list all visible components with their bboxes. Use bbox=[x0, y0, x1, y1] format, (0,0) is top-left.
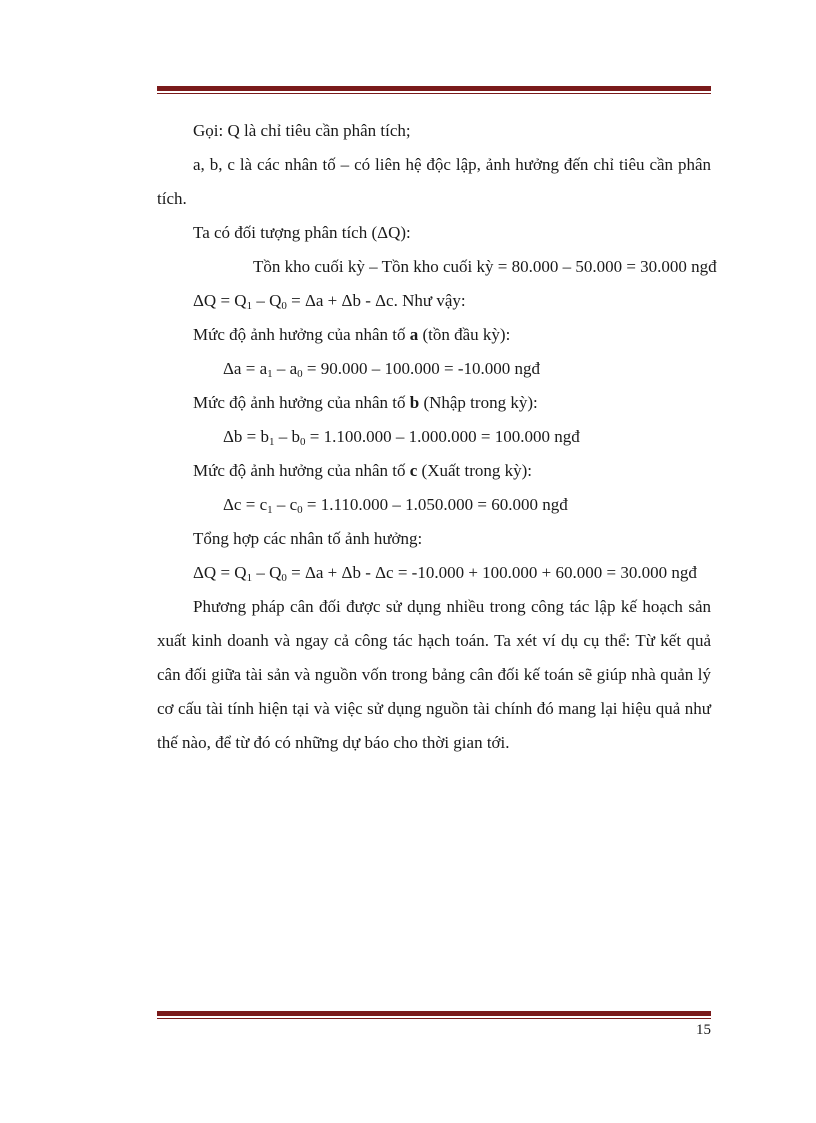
formula-summary: $\Delta Q = Q_1 - Q_0 = \Delta a + \Delta b - \Delta c = -10.000 + 100.000 + 60.000 = 30.000$ ngđ bbox=[193, 563, 697, 584]
paragraph-definition: Gọi: Q là chỉ tiêu cần phân tích; bbox=[193, 121, 411, 140]
formula-delta-b: $\Delta b = b_1 - b_0 = 1.100.000 - 1.000.000 = 100.000$ ngđ bbox=[223, 427, 580, 448]
factor-a-heading: Mức độ ảnh hưởng của nhân tố a (tồn đầu kỳ): bbox=[193, 325, 511, 344]
factor-b-heading: Mức độ ảnh hưởng của nhân tố b (Nhập trong kỳ): bbox=[193, 393, 538, 412]
paragraph-object: Ta có đối tượng phân tích (ΔQ): bbox=[193, 223, 411, 242]
header-rule bbox=[157, 86, 711, 94]
paragraph-factors: a, b, c là các nhân tố – có liên hệ độc lập, ảnh hưởng đến chỉ tiêu cần phân bbox=[193, 155, 711, 174]
paragraph-factors-cont: tích. bbox=[157, 189, 187, 208]
formula-delta-a: $\Delta a = a_1 - a_0 = 90.000 - 100.000 = -10.000$ ngđ bbox=[223, 359, 541, 380]
formula-delta-q: $\Delta Q = Q_1 - Q_0 = \Delta a + \Delta b - \Delta c$. Như vậy: bbox=[193, 291, 466, 312]
footer-rule bbox=[157, 1011, 711, 1019]
formula-delta-c: $\Delta c = c_1 - c_0 = 1.110.000 - 1.050.000 = 60.000$ ngđ bbox=[223, 495, 568, 516]
page-body bbox=[157, 114, 717, 760]
page-number: 15 bbox=[696, 1022, 711, 1038]
paragraph-closing: Phương pháp cân đối được sử dụng nhiều trong công tác lập kế hoạch sản xuất kinh doanh và ngay cả công tác hạch toán. Ta xét ví dụ cụ thể: Từ kết quả cân đối giữa tài sản và nguồn vốn trong bảng cân đối kế toán sẽ giúp nhà quản lý cơ cấu tài tính hiện tại và việc sử dụng nguồn tài chính đó mang lại hiệu quả như thế nào, để từ đó có những dự báo cho thời gian tới. bbox=[157, 597, 711, 752]
summary-heading: Tổng hợp các nhân tố ảnh hưởng: bbox=[193, 529, 423, 548]
formula-stock: Tồn kho cuối kỳ – Tồn kho cuối kỳ = 80.000 – 50.000 = 30.000 ngđ bbox=[253, 257, 717, 276]
factor-c-heading: Mức độ ảnh hưởng của nhân tố c (Xuất trong kỳ): bbox=[193, 461, 533, 480]
